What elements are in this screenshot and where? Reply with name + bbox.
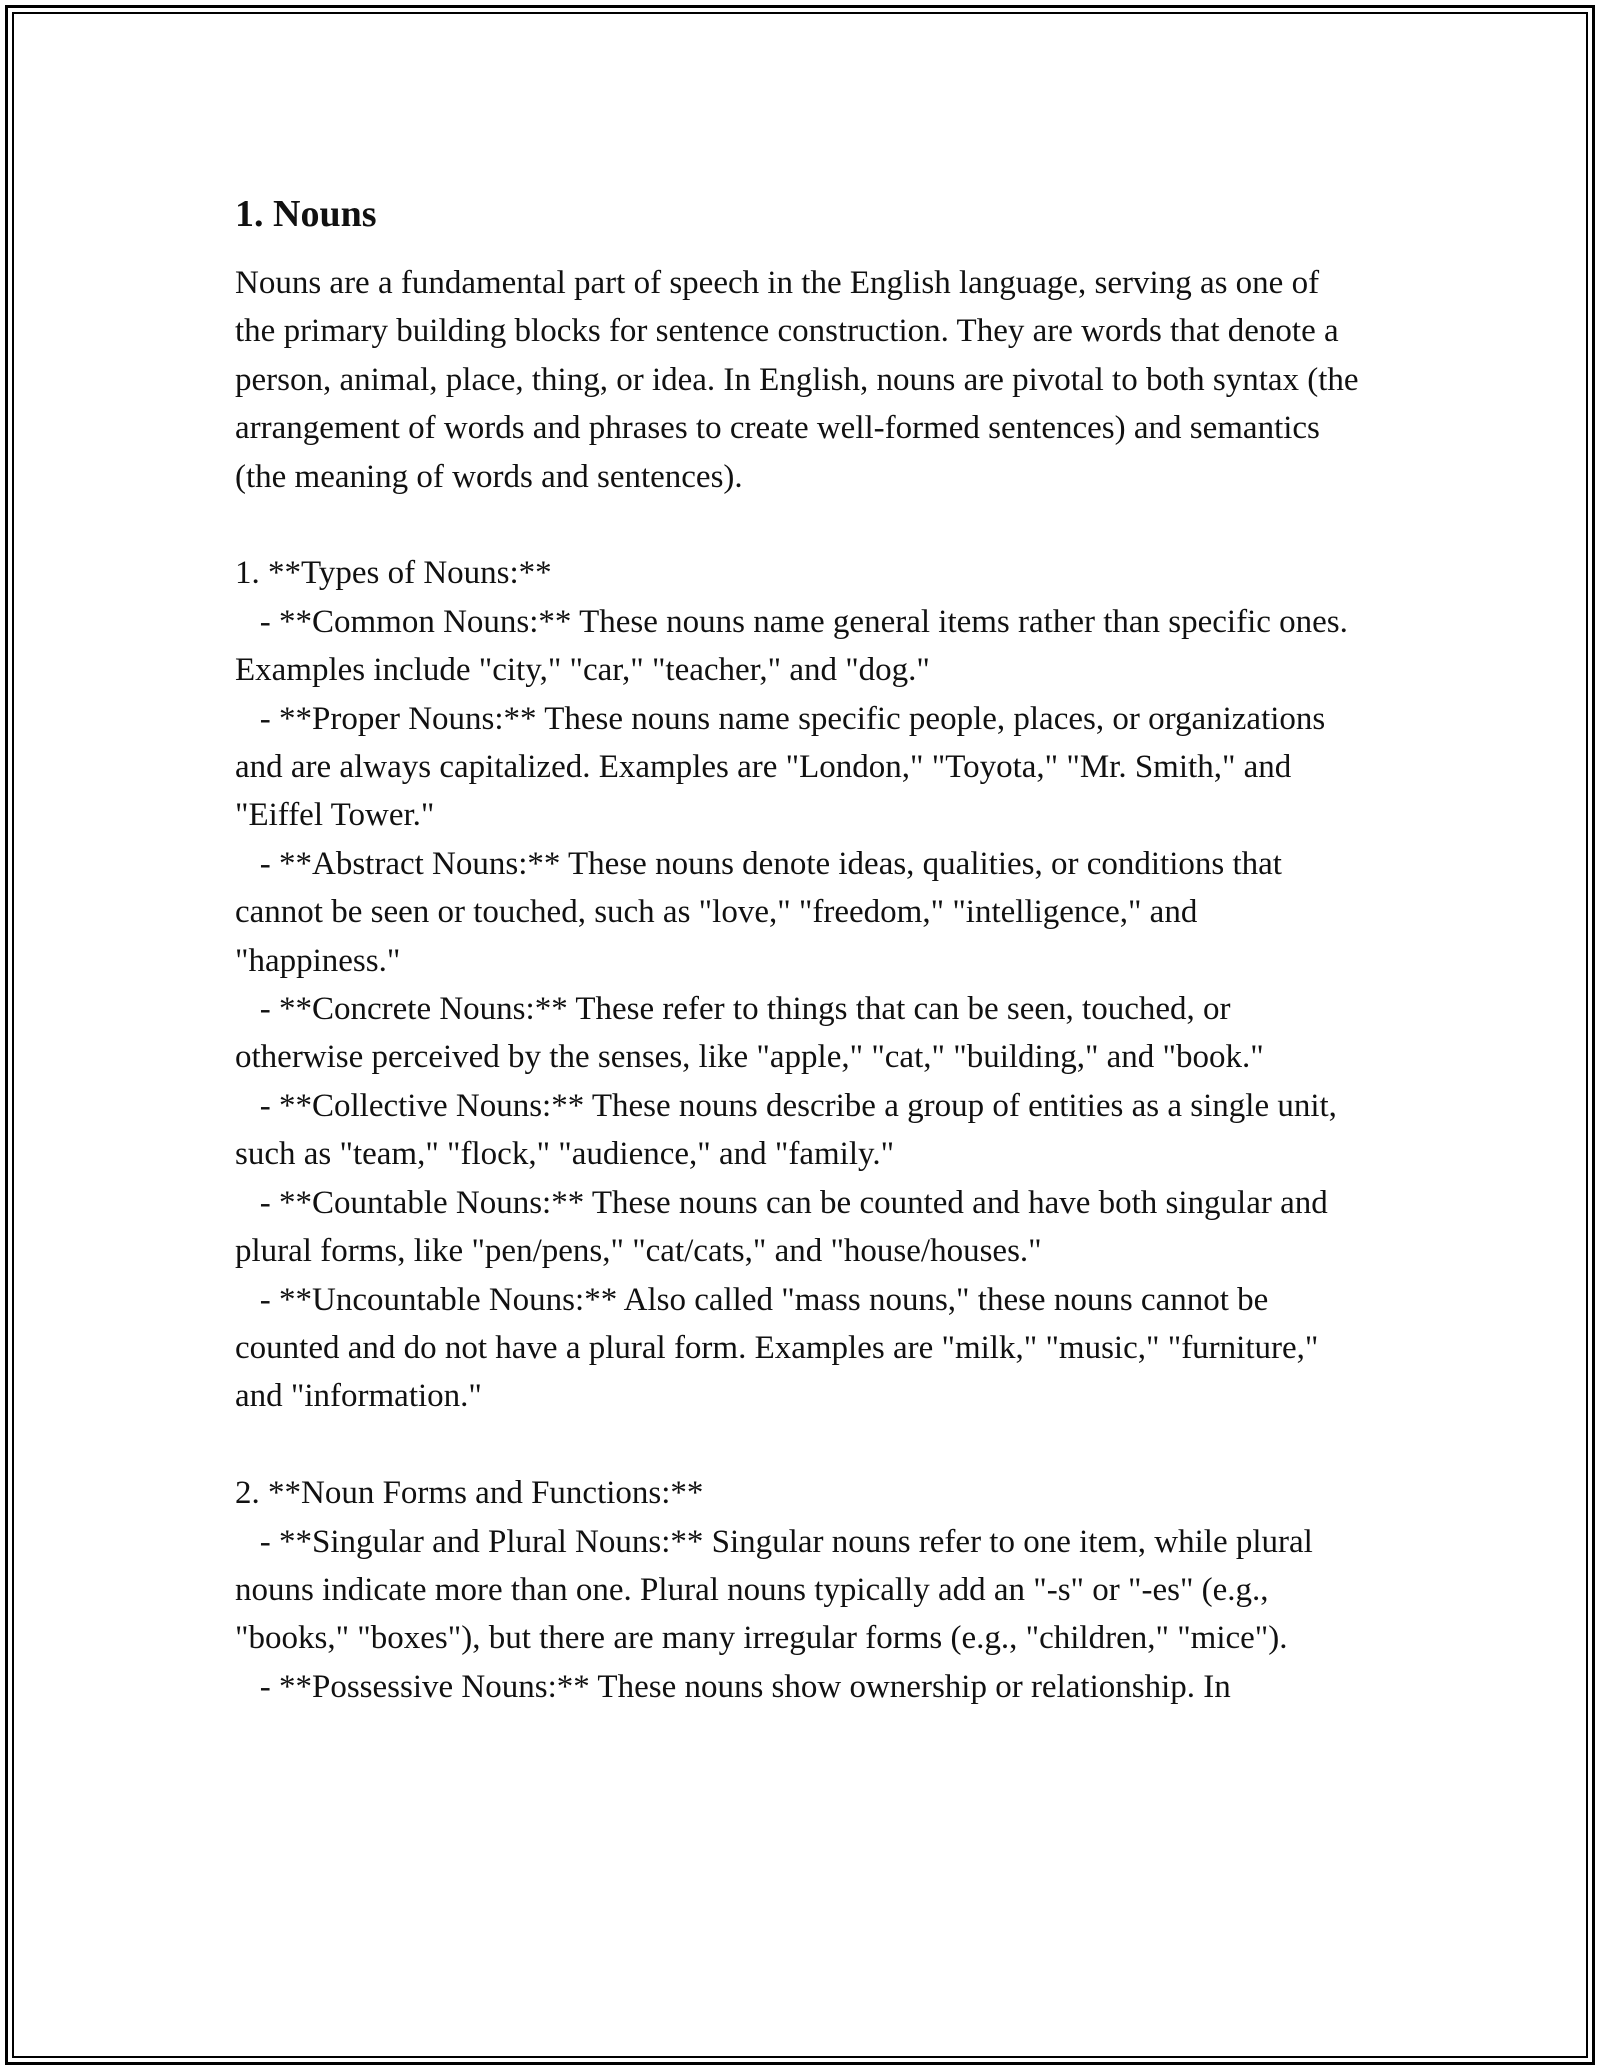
list-item-uncountable-nouns: - **Uncountable Nouns:** Also called "mass nouns," these nouns cannot be counted and do not have a plural form. Examples are "milk," "music," "furniture," and "information." (235, 1281, 1327, 1415)
list-item-abstract-nouns: - **Abstract Nouns:** These nouns denote ideas, qualities, or conditions that cannot be seen or touched, such as "love," "freedom," "intelligence," and "happiness." (235, 845, 1291, 979)
list-item-concrete-nouns: - **Concrete Nouns:** These refer to things that can be seen, touched, or otherwise perceived by the senses, like "apple," "cat," "building," and "book." (235, 991, 1264, 1076)
section-heading: 1. Nouns (235, 193, 377, 235)
list-item-proper-nouns: - **Proper Nouns:** These nouns name specific people, places, or organizations and are always capitalized. Examples are "London," "Toyota," "Mr. Smith," and "Eiffel Tower." (235, 700, 1334, 834)
list-item-collective-nouns: - **Collective Nouns:** These nouns describe a group of entities as a single unit, such as "team," "flock," "audience," and "family." (235, 1087, 1346, 1173)
list-item-countable-nouns: - **Countable Nouns:** These nouns can be counted and have both singular and plural forms, like "pen/pens," "cat/cats," and "house/houses." (235, 1184, 1336, 1270)
blank-line (235, 1421, 1365, 1469)
noun-forms-title: 2. **Noun Forms and Functions:** (235, 1475, 704, 1512)
list-item-common-nouns: - **Common Nouns:** These nouns name general items rather than specific ones. Examples include "city," "car," "teacher," and "dog." (235, 603, 1357, 689)
types-of-nouns-title: 1. **Types of Nouns:** (235, 555, 552, 592)
list-item-possessive-nouns: - **Possessive Nouns:** These nouns show ownership or relationship. In (235, 1668, 1231, 1705)
document-body (235, 185, 1365, 1711)
list-item-singular-plural: - **Singular and Plural Nouns:** Singular nouns refer to one item, while plural nouns indicate more than one. Plural nouns typically add an "-s" or "-es" (e.g., "books," "boxes"), but there are many irregular forms (e.g., "children," "mice"). (235, 1523, 1322, 1657)
intro-paragraph: Nouns are a fundamental part of speech in the English language, serving as one of the primary building blocks for sentence construction. They are words that denote a person, animal, place, thing, or idea. In English, nouns are pivotal to both syntax (the arrangement of words and phrases to create well-formed sentences) and semantics (the meaning of words and sentences). (235, 265, 1367, 495)
blank-line (235, 501, 1365, 549)
